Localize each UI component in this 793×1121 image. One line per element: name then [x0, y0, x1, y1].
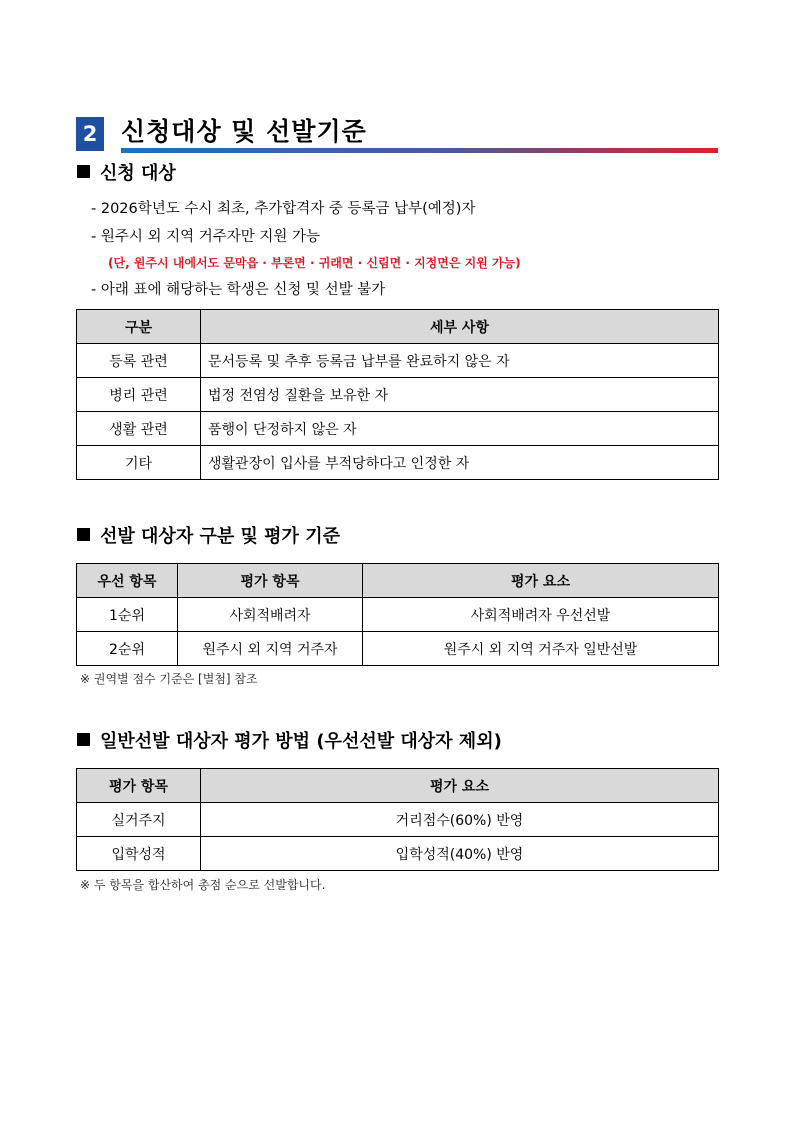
table-cell: 사회적배려자 우선선발: [363, 598, 719, 632]
table-cell: 1순위: [77, 598, 178, 632]
square-bullet-icon: [77, 528, 90, 541]
table-row: [77, 378, 719, 412]
general-footnote: ※ 두 항목을 합산하여 총점 순으로 선발합니다.: [80, 878, 326, 892]
selection-footnote: ※ 권역별 점수 기준은 [별첨] 참조: [80, 672, 258, 686]
selection-heading: [77, 524, 340, 550]
table-cell: 2순위: [77, 632, 178, 666]
table-header-cell: 평가 요소: [201, 769, 719, 803]
square-bullet-icon: [77, 733, 90, 746]
table-row: [77, 446, 719, 480]
table-header-cell: 평가 요소: [363, 564, 719, 598]
eligibility-bullet-2: - 원주시 외 지역 거주자만 지원 가능: [91, 229, 320, 245]
table-cell: 입학성적: [77, 837, 201, 871]
table-cell: 실거주지: [77, 803, 201, 837]
eligibility-exception-note: (단, 원주시 내에서도 문막읍 · 부론면 · 귀래면 · 신림면 · 지정면은 지원 가능): [108, 256, 521, 270]
eligibility-heading: [77, 161, 176, 187]
section-title: 신청대상 및 선발기준: [121, 117, 367, 146]
table-cell: 병리 관련: [77, 378, 201, 412]
general-heading: [77, 729, 502, 755]
table-cell: 품행이 단정하지 않은 자: [201, 412, 719, 446]
section-header: [76, 114, 718, 158]
table-cell: 원주시 외 지역 거주자 일반선발: [363, 632, 719, 666]
table-header-cell: 평가 항목: [77, 769, 201, 803]
eligibility-bullet-1: - 2026학년도 수시 최초, 추가합격자 중 등록금 납부(예정)자: [91, 201, 476, 217]
table-cell: 거리점수(60%) 반영: [201, 803, 719, 837]
general-heading-text: 일반선발 대상자 평가 방법 (우선선발 대상자 제외): [100, 731, 502, 752]
table-row: [77, 598, 719, 632]
section-title-underline: [121, 148, 718, 153]
table-cell: 법정 전염성 질환을 보유한 자: [201, 378, 719, 412]
table-cell: 생활관장이 입사를 부적당하다고 인정한 자: [201, 446, 719, 480]
eligibility-bullet-3: - 아래 표에 해당하는 학생은 신청 및 선발 불가: [91, 282, 386, 298]
table-row: [77, 837, 719, 871]
table-header-cell: 우선 항목: [77, 564, 178, 598]
table-cell: 사회적배려자: [178, 598, 363, 632]
table-cell: 생활 관련: [77, 412, 201, 446]
table-cell: 등록 관련: [77, 344, 201, 378]
table-header-row: [77, 769, 719, 803]
table-cell: 기타: [77, 446, 201, 480]
table-header-row: [77, 310, 719, 344]
table-cell: 원주시 외 지역 거주자: [178, 632, 363, 666]
table-row: [77, 632, 719, 666]
ineligibility-table: [76, 309, 719, 480]
general-evaluation-table: [76, 768, 719, 871]
table-row: [77, 344, 719, 378]
table-row: [77, 412, 719, 446]
table-header-cell: 평가 항목: [178, 564, 363, 598]
table-header-cell: 구분: [77, 310, 201, 344]
table-cell: 입학성적(40%) 반영: [201, 837, 719, 871]
eligibility-heading-text: 신청 대상: [100, 163, 176, 184]
table-header-row: [77, 564, 719, 598]
selection-criteria-table: [76, 563, 719, 666]
square-bullet-icon: [77, 165, 90, 178]
selection-heading-text: 선발 대상자 구분 및 평가 기준: [100, 526, 340, 547]
table-cell: 문서등록 및 추후 등록금 납부를 완료하지 않은 자: [201, 344, 719, 378]
section-number-badge: 2: [76, 117, 104, 151]
table-header-cell: 세부 사항: [201, 310, 719, 344]
table-row: [77, 803, 719, 837]
